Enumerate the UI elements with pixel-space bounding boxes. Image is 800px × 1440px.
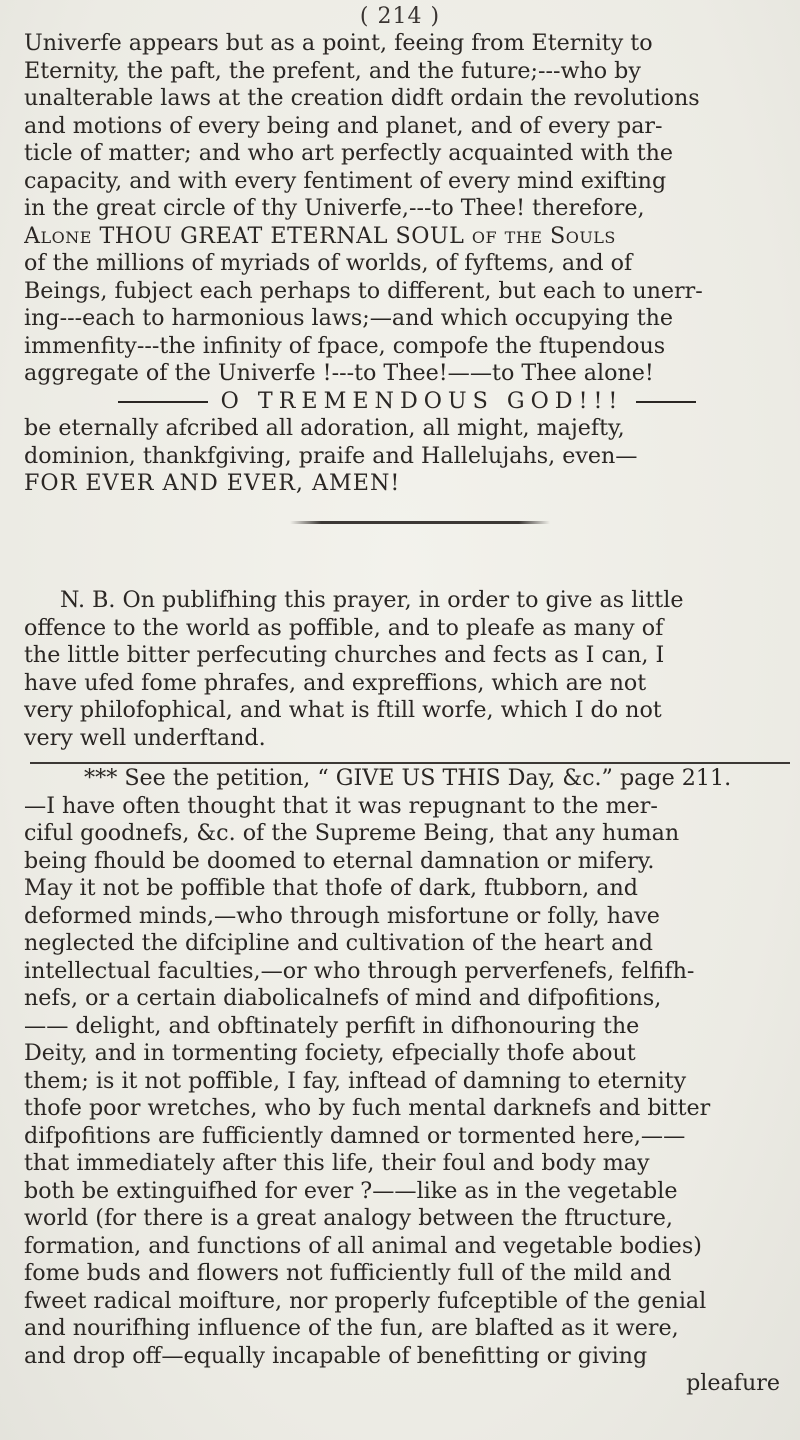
rule-right bbox=[636, 401, 696, 403]
text-line: in the great circle of thy Univerfe,---to Thee! therefore, bbox=[24, 195, 645, 221]
text-line: world (for there is a great analogy between the ftructure, bbox=[24, 1205, 673, 1231]
text-line: FOR EVER AND EVER, AMEN! bbox=[24, 470, 401, 496]
text-line: N. B. On publifhing this prayer, in order to give as little bbox=[60, 587, 684, 613]
text-line: them; is it not poffible, I fay, inftead of damning to eternity bbox=[24, 1067, 687, 1094]
text-line: fweet radical moifture, nor properly fufceptible of the genial bbox=[24, 1287, 707, 1314]
invocation-text: O TREMENDOUS GOD!!! bbox=[220, 387, 624, 414]
text-line: fome buds and flowers not fufficiently full of the mild and bbox=[24, 1260, 672, 1286]
text-line: the little bitter perfecuting churches and fects as I can, I bbox=[24, 642, 665, 668]
text-line-god bbox=[24, 388, 790, 416]
text-line: and motions of every being and planet, and of every par- bbox=[24, 112, 663, 139]
text-line: nefs, or a certain diabolicalnefs of mind and difpofitions, bbox=[24, 985, 662, 1011]
text-line: very philofophical, and what is ftill worfe, which I do not bbox=[24, 697, 662, 723]
text-line: both be extinguifhed for ever ?——like as in the vegetable bbox=[24, 1177, 678, 1204]
text-line: very well underftand. bbox=[24, 724, 266, 751]
text-line: being fhould be doomed to eternal damnation or mifery. bbox=[24, 847, 655, 874]
note-paragraph bbox=[24, 587, 790, 752]
text-line: Eternity, the paft, the prefent, and the future;---who by bbox=[24, 57, 641, 84]
text-line: have ufed fome phrafes, and expreffions, which are not bbox=[24, 669, 647, 696]
text-line: Univerfe appears but as a point, feeing from Eternity to bbox=[24, 30, 653, 56]
text-line: May it not be poffible that thofe of dark, ftubborn, and bbox=[24, 875, 638, 901]
catchword: pleafure bbox=[686, 1370, 780, 1396]
text-line: neglected the difcipline and cultivation of the heart and bbox=[24, 930, 653, 956]
text-line: dominion, thankfgiving, praife and Hallelujahs, even— bbox=[24, 442, 638, 469]
text-line: immenfity---the infinity of fpace, compofe the ftupendous bbox=[24, 332, 666, 359]
text-line: thofe poor wretches, who by fuch mental darknefs and bitter bbox=[24, 1095, 711, 1121]
text-line: —— delight, and obftinately perfift in difhonouring the bbox=[24, 1012, 640, 1039]
text-line: ciful goodnefs, &c. of the Supreme Being, that any human bbox=[24, 820, 680, 846]
prayer-paragraph bbox=[24, 30, 790, 498]
text-line: and drop off—equally incapable of benefitting or giving bbox=[24, 1342, 648, 1369]
section-divider bbox=[290, 521, 550, 524]
page-number: ( 214 ) bbox=[359, 4, 441, 29]
footnote-paragraph bbox=[24, 765, 790, 1398]
text-line: difpofitions are fufficiently damned or tormented here,—— bbox=[24, 1122, 686, 1149]
text-line: be eternally afcribed all adoration, all might, majefty, bbox=[24, 415, 625, 441]
text-line: unalterable laws at the creation didft ordain the revolutions bbox=[24, 85, 700, 111]
text-line: ticle of matter; and who art perfectly acquainted with the bbox=[24, 140, 674, 166]
text-line: capacity, and with every fentiment of every mind exifting bbox=[24, 167, 667, 194]
text-line: aggregate of the Univerfe !---to Thee!——to Thee alone! bbox=[24, 360, 654, 386]
text-line: Deity, and in tormenting fociety, efpecially thofe about bbox=[24, 1040, 636, 1066]
text-line: Alone THOU GREAT ETERNAL SOUL of the Souls bbox=[24, 222, 616, 249]
section-rule bbox=[30, 762, 790, 764]
text-line: —I have often thought that it was repugnant to the mer- bbox=[24, 792, 658, 819]
text-line: Beings, fubject each perhaps to different, but each to unerr- bbox=[24, 277, 703, 304]
text-line: ing---each to harmonious laws;—and which occupying the bbox=[24, 305, 674, 331]
text-line: that immediately after this life, their foul and body may bbox=[24, 1150, 650, 1176]
text-line: deformed minds,—who through misfortune or folly, have bbox=[24, 902, 660, 929]
text-line: of the millions of myriads of worlds, of fyftems, and of bbox=[24, 250, 633, 276]
text-line: intellectual faculties,—or who through perverfenefs, felfifh- bbox=[24, 957, 695, 984]
rule-left bbox=[118, 401, 208, 403]
text-line: *** See the petition, “ GIVE US THIS Day, &c.” page 211. bbox=[84, 765, 732, 791]
text-line: formation, and functions of all animal and vegetable bodies) bbox=[24, 1232, 702, 1259]
text-line: and nourifhing influence of the fun, are blafted as it were, bbox=[24, 1315, 679, 1341]
text-line: offence to the world as poffible, and to pleafe as many of bbox=[24, 614, 664, 641]
